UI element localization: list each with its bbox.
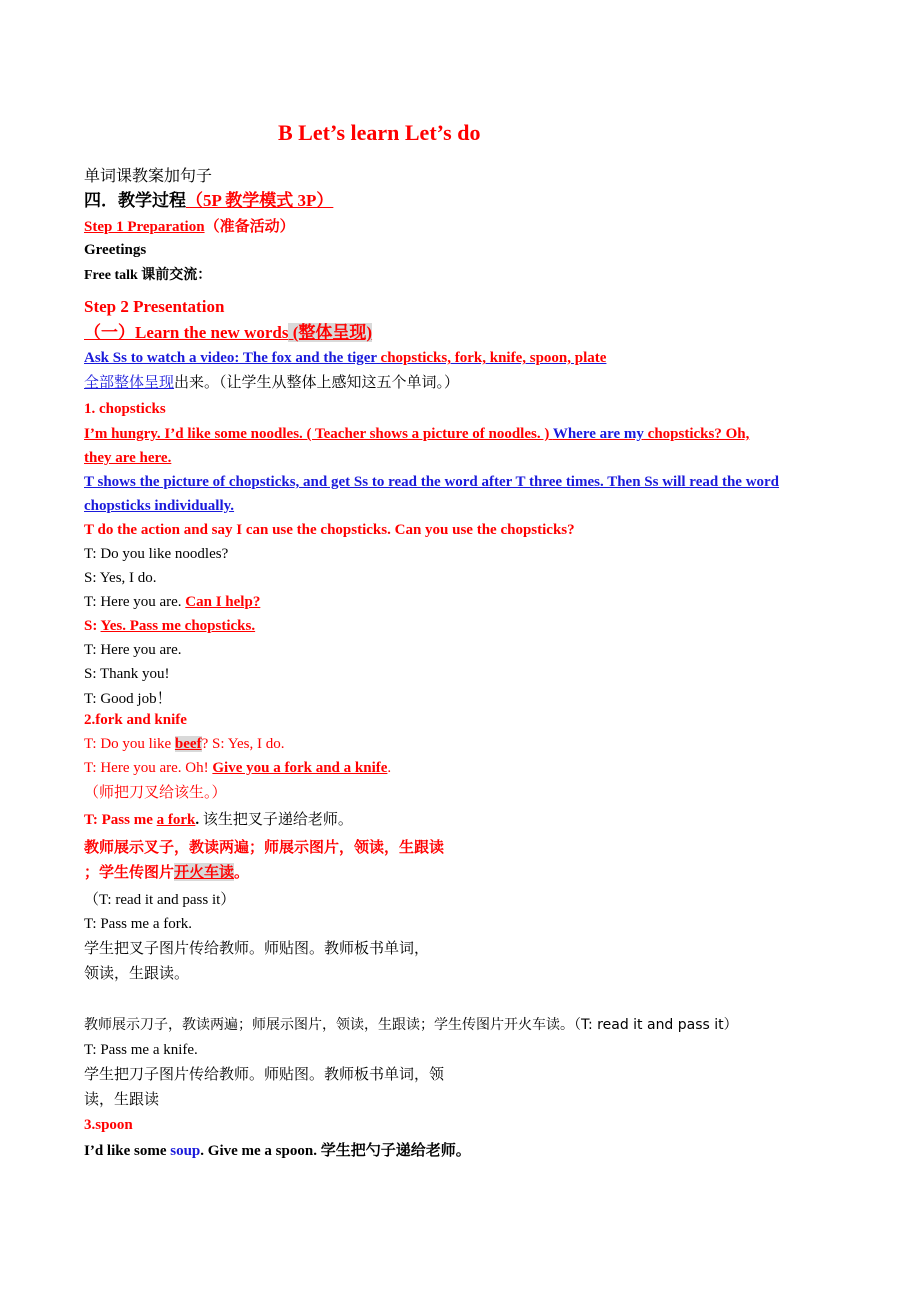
video-a: Ask Ss to watch a video: The fox and the tiger [84,350,381,366]
show-line-2 [84,862,249,882]
page-title: B Let’s learn Let’s do [278,120,481,145]
soup-c: . Give me a spoon. [200,1143,321,1159]
greetings: Greetings [84,242,147,258]
dialog-7: T: Good job！ [84,691,172,707]
knife-line-2: T: Pass me a knife. [84,1042,198,1058]
whole-a: 全部整体呈现 [84,373,175,391]
cn-line-2: 领读，生跟读。 [84,964,190,982]
soup-line [84,1140,471,1161]
dialog-3-a: T: Here you are. [84,594,186,610]
dialog-5: T: Here you are. [84,642,182,658]
word-1: 1. chopsticks [84,401,166,417]
hungry-c: chopsticks? Oh, [643,426,750,442]
beef-a: T: Do you like [84,736,175,752]
pass-fork-2: T: Pass me a fork. [84,916,192,932]
section-paren: （5P 教学模式 3P） [186,191,334,210]
hungry-line-2: they are here. [84,450,172,466]
fork-note: （师把刀叉给该生。） [84,783,227,801]
tshows-line-1: T shows the picture of chopsticks, and get Ss to read the word after T three times. Then Ss will read the word [84,474,780,490]
beef-c: ? S: Yes, I do. [201,736,285,752]
soup-b: soup [170,1143,201,1159]
knife-line-1: 教师展示刀子，教读两遍；师展示图片，领读，生跟读；学生传图片开火车读。（T: read it and pass it） [84,1017,738,1033]
hungry-line [84,424,749,444]
dialog-6: S: Thank you! [84,666,170,682]
dialog-4 [84,616,255,636]
beef-b: beef [174,736,202,752]
dialog-4-b: Yes. Pass me chopsticks. [100,618,256,634]
step1-label: Step 1 Preparation [84,219,205,235]
hungry-b: Where are my [552,426,644,442]
pass-fork-c: . [195,812,203,828]
cn-line-1: 学生把叉子图片传给教师。师贴图。教师板书单词， [84,939,430,957]
hungry-a: I’m hungry. I’d like some noodles. ( Teacher shows a picture of noodles. ) [84,426,553,442]
learn-a: （一） [84,323,135,342]
show-line-1: 教师展示叉子，教读两遍；师展示图片，领读，生跟读 [84,838,445,856]
read-pass-line: （T: read it and pass it） [84,892,236,908]
learn-c: (整体呈现) [288,323,373,342]
video-line [84,348,606,368]
show-2-b: 开火车读 [174,863,235,881]
knife-line-3: 学生把刀子图片传给教师。师贴图。教师板书单词，领 [84,1065,445,1083]
subtitle: 单词课教案加句子 [84,166,213,185]
learn-heading [84,323,372,343]
show-2-a: ；学生传图片 [84,863,175,881]
soup-a: I’d like some [84,1143,171,1159]
step1-cn: （准备活动） [204,217,295,235]
free-talk [84,265,211,286]
dialog-2: S: Yes, I do. [84,570,157,586]
give-b: Give you a fork and a knife [212,760,388,776]
step1-heading [84,216,295,237]
whole-b: 出来。（让学生从整体上感知这五个单词。） [174,373,460,391]
section-prefix: 四．教学过程 [84,191,186,211]
video-b: chopsticks, fork, knife, spoon, plate [380,350,607,366]
whole-line [84,372,459,392]
free-talk-en: Free talk [84,268,142,283]
tshows-line-2: chopsticks individually. [84,498,235,514]
learn-b: Learn the new words [135,323,289,342]
pass-fork-a: T: Pass me [84,812,157,828]
pass-fork-d: 该生把叉子递给老师。 [202,810,353,828]
step2-heading: Step 2 Presentation [84,297,225,316]
dialog-1: T: Do you like noodles? [84,546,229,562]
knife-line-4: 读，生跟读 [84,1090,160,1108]
beef-line [84,734,285,754]
dialog-4-a: S: [84,618,101,634]
word-3: 3.spoon [84,1117,133,1133]
soup-d: 学生把勺子递给老师。 [320,1141,471,1159]
action-line: T do the action and say I can use the chopsticks. Can you use the chopsticks? [84,522,575,538]
free-talk-cn: 课前交流： [141,267,212,283]
show-2-c: 。 [234,863,250,881]
section-heading [84,191,333,211]
give-a: T: Here you are. Oh! [84,760,213,776]
pass-fork-b: a fork [156,812,196,828]
give-c: . [387,760,392,776]
give-line [84,758,391,778]
dialog-3-b: Can I help? [185,594,261,610]
word-2: 2.fork and knife [84,712,187,728]
pass-fork-line [84,809,353,830]
dialog-3 [84,592,260,612]
